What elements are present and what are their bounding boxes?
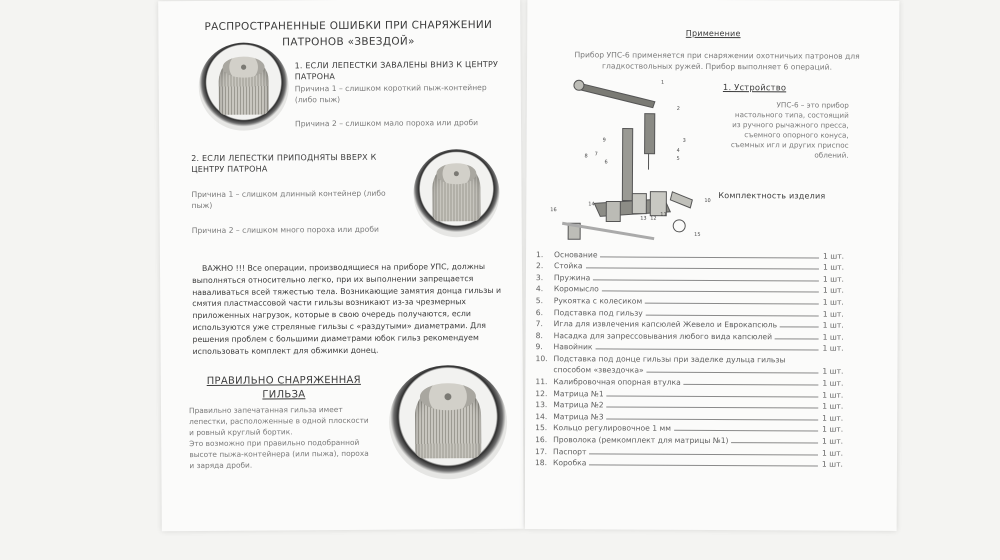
tool-diagram (544, 73, 725, 244)
cartridge-photo-petals-up (413, 149, 500, 238)
svg-text:2: 2 (676, 105, 681, 112)
kit-heading: Комплектность изделия (718, 191, 826, 201)
right-page (525, 0, 900, 531)
list-item: 9. Навойник 1 шт. (535, 342, 844, 354)
list-item: 16. Проволока (ремкомплект для матрицы №1) 1 шт. (535, 434, 844, 446)
svg-text:6: 6 (604, 159, 608, 166)
svg-text:1: 1 (660, 79, 665, 86)
reason-1: Причина 1 – слишком короткий пыж-контейнер (либо пыж) (294, 82, 487, 105)
device-text: УПС-6 – это прибор настольного типа, состоящий из ручного рычажного пресса, съемного опорного конуса, съемных игл и других приспос облений. (730, 100, 849, 160)
svg-text:16: 16 (550, 207, 557, 214)
svg-text:4: 4 (676, 147, 680, 154)
list-item: 14. Матрица №3 1 шт. (535, 411, 844, 423)
svg-text:11: 11 (660, 211, 667, 218)
page-title: РАСПРОСТРАНЕННЫЕ ОШИБКИ ПРИ СНАРЯЖЕНИИ ПАТРОНОВ «ЗВЕЗДОЙ» (204, 18, 493, 49)
application-heading: Применение (685, 28, 741, 39)
device-heading: 1. Устройство (722, 82, 787, 93)
reason-2: Причина 2 – слишком мало пороха или дроби (294, 118, 479, 129)
section-heading: 1. ЕСЛИ ЛЕПЕСТКИ ЗАВАЛЕНЫ ВНИЗ К ЦЕНТРУ ПАТРОНА (294, 59, 499, 82)
section-text: Правильно запечатанная гильза имеет лепестки, расположенные в одной плоскости и ровный круглый бортик. Это возможно при правильно подобранной высоте пыжа-контейнера (или пыжа), пороха и заряда дроби. (188, 404, 369, 471)
svg-text:3: 3 (682, 137, 686, 144)
application-text: Прибор УПС-6 применяется при снаряжении охотничьих патронов для гладкоствольных ружей. Прибор выполняет 6 операций. (574, 50, 860, 72)
section-heading: ПРАВИЛЬНО СНАРЯЖЕННАЯ ГИЛЬЗА (206, 374, 361, 401)
svg-text:15: 15 (694, 231, 701, 238)
list-item: 3. Пружина 1 шт. (535, 272, 844, 284)
svg-text:5: 5 (676, 155, 680, 162)
svg-text:8: 8 (584, 153, 588, 160)
section-petals-down (295, 59, 513, 130)
reason-1: Причина 1 – слишком длинный контейнер (либо пыж) (191, 188, 386, 211)
list-item: 6. Подставка под гильзу 1 шт. (535, 307, 844, 319)
list-item: 10. Подставка под донце гильзы при заделке дульца гильзы способом «звездочка» 1 шт. (535, 353, 844, 377)
kit-list (535, 247, 844, 469)
svg-text:10: 10 (704, 197, 711, 204)
list-item: 5. Рукоятка с колесиком 1 шт. (535, 296, 844, 307)
reason-2: Причина 2 – слишком много пороха или дроби (191, 224, 379, 236)
important-note: ВАЖНО !!! Все операции, производящиеся на приборе УПС, должны выполняться относительно легко, при их выполнении запрещается наваливаться всей тяжестью тела. Возникающие замятия донца гильзы и смятия пластмассовой части гильзы возникают из-за чрезмерных приложенных нагрузок, которые в свою очередь получаются, если используются уже стреляные гильзы с «раздутыми» диаметрами. Для решения проблем с большими диаметрами юбок гильз рекомендуем использовать комплект для обжимки донец. (192, 261, 502, 356)
svg-text:12: 12 (650, 215, 657, 222)
list-item: 15. Кольцо регулировочное 1 мм 1 шт. (535, 423, 844, 435)
list-item: 11. Калибровочная опорная втулка 1 шт. (535, 377, 844, 388)
svg-text:9: 9 (602, 137, 606, 144)
left-page (158, 0, 524, 531)
list-item: 12. Матрица №1 1 шт. (535, 388, 844, 400)
list-item: 13. Матрица №2 1 шт. (535, 400, 844, 411)
list-item: 18. Коробка 1 шт. (534, 458, 843, 469)
list-item: 1. Основание 1 шт. (536, 249, 845, 261)
list-item: 7. Игла для извлечения капсюлей Жевело и Еврокапсюль 1 шт. (535, 319, 844, 330)
section-correct (189, 374, 380, 471)
list-item: 4. Коромысло 1 шт. (535, 284, 844, 296)
section-heading: 2. ЕСЛИ ЛЕПЕСТКИ ПРИПОДНЯТЫ ВВЕРХ К ЦЕНТРУ ПАТРОНА (191, 152, 377, 175)
svg-text:7: 7 (594, 151, 598, 158)
list-item: 8. Насадка для запрессовывания любого вида капсюлей 1 шт. (535, 330, 844, 342)
cartridge-photo-petals-down (198, 42, 289, 131)
section-petals-up (191, 152, 412, 237)
svg-text:14: 14 (588, 201, 595, 208)
svg-text:13: 13 (640, 215, 647, 222)
list-item: 17. Паспорт 1 шт. (534, 446, 844, 458)
cartridge-photo-correct (389, 365, 508, 480)
list-item: 2. Стойка 1 шт. (535, 261, 845, 272)
